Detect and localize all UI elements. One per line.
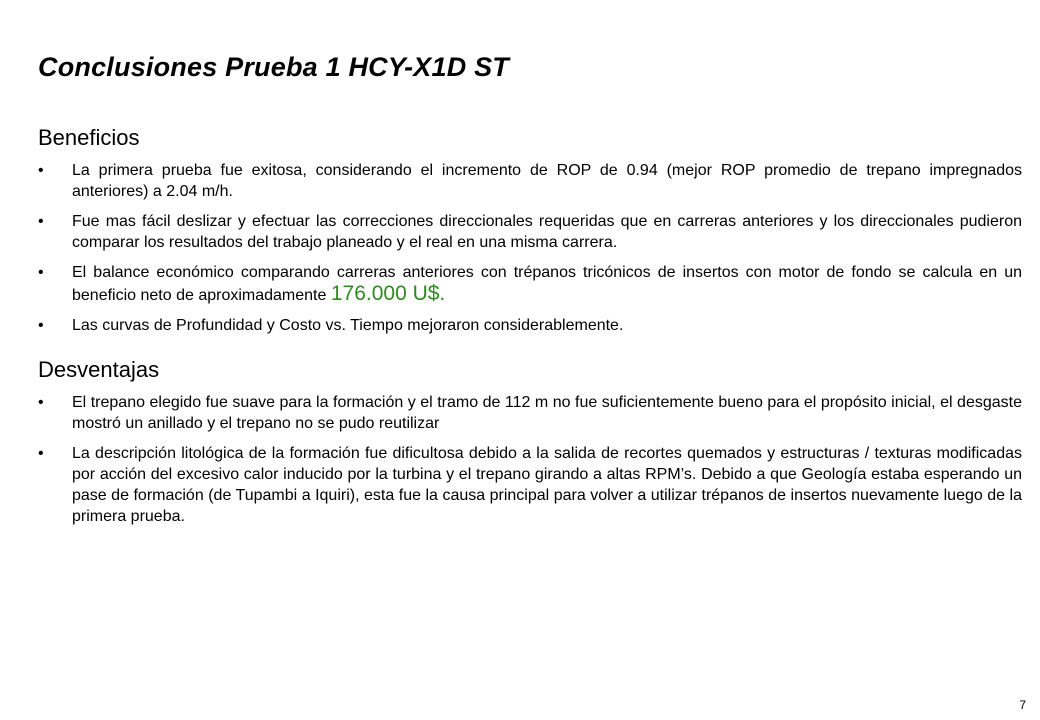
section-heading-benefits: Beneficios xyxy=(38,125,140,150)
list-item xyxy=(38,443,1022,527)
list-item xyxy=(38,315,1022,336)
slide-title: Conclusiones Prueba 1 HCY-X1D ST xyxy=(38,52,510,82)
list-item-text: La primera prueba fue exitosa, considerando el incremento de ROP de 0.94 (mejor ROP promedio de trepano impregnados anteriores) a 2.04 m/h. xyxy=(72,162,1022,200)
section-heading-disadvantages: Desventajas xyxy=(38,357,160,382)
list-item-text: Fue mas fácil deslizar y efectuar las correcciones direccionales requeridas que en carreras anteriores y los direccionales pudieron comparar los resultados del trabajo planeado y el real en una misma carrera. xyxy=(72,213,1022,251)
list-item xyxy=(38,392,1022,434)
list-item-text: El balance económico comparando carreras anteriores con trépanos tricónicos de insertos con motor de fondo se calcula en un beneficio neto de aproximadamente xyxy=(72,264,1022,304)
list-item-text: La descripción litológica de la formación fue dificultosa debido a la salida de recortes quemados y estructuras / texturas modificadas por acción del excesivo calor inducido por la turbina y el trepano girando a altas RPM’s. Debido a que Geología estaba esperando un pase de formación (de Tupambi a Iquiri), esta fue la causa principal para volver a utilizar trépanos de insertos nuevamente luego de la primera prueba. xyxy=(72,445,1022,525)
bullet-icon: • xyxy=(38,445,44,462)
bullet-icon: • xyxy=(38,317,44,334)
disadvantages-list xyxy=(38,392,1022,527)
list-item xyxy=(38,262,1022,306)
slide-content xyxy=(38,124,1022,536)
list-item xyxy=(38,160,1022,202)
bullet-icon: • xyxy=(38,394,44,411)
list-item-text: El trepano elegido fue suave para la formación y el tramo de 112 m no fue suficientemente bueno para el propósito inicial, el desgaste mostró un anillado y el trepano no se pudo reutilizar xyxy=(72,394,1022,432)
page-number: 7 xyxy=(1019,698,1026,712)
section-benefits xyxy=(38,124,1022,336)
benefits-list xyxy=(38,160,1022,336)
bullet-icon: • xyxy=(38,264,44,281)
list-item-text: Las curvas de Profundidad y Costo vs. Tiempo mejoraron considerablemente. xyxy=(72,317,624,334)
net-benefit-value: 176.000 U$. xyxy=(330,282,446,305)
bullet-icon: • xyxy=(38,213,44,230)
section-disadvantages xyxy=(38,356,1022,527)
list-item xyxy=(38,211,1022,253)
bullet-icon: • xyxy=(38,162,44,179)
